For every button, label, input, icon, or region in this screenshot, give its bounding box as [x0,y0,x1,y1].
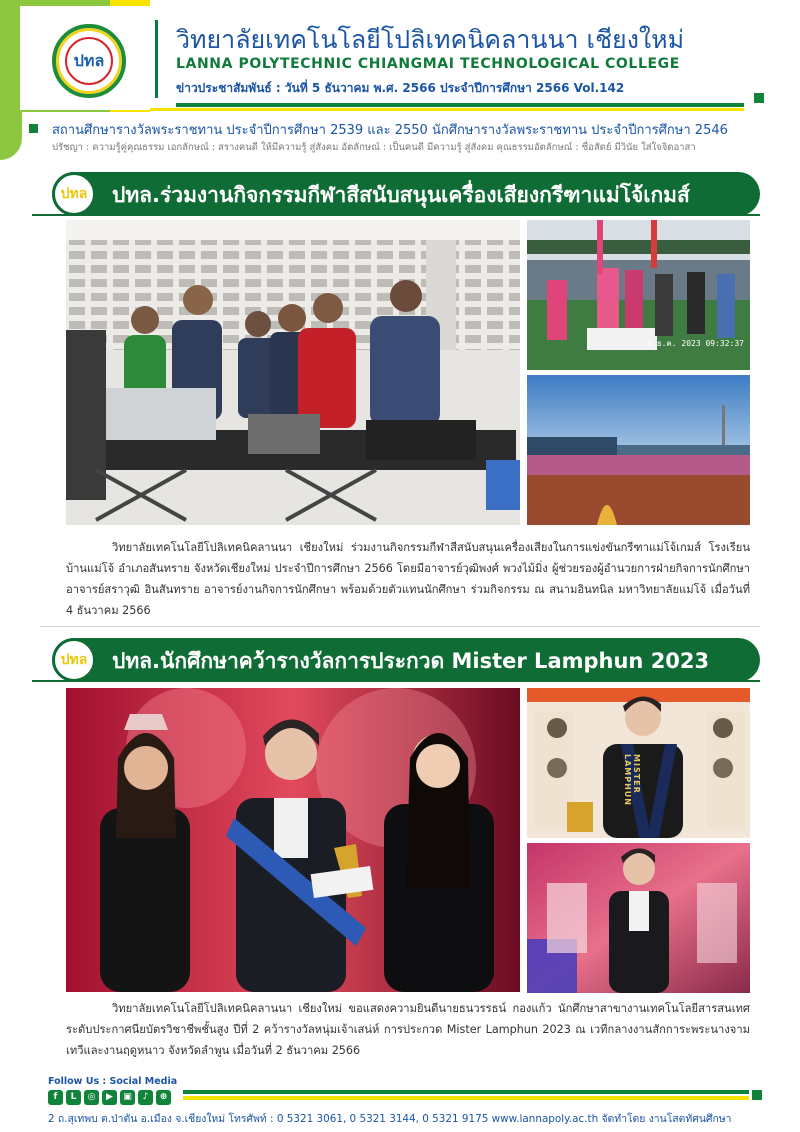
photo-sash-portrait [527,688,750,838]
photo-award-presentation [66,688,520,992]
footer-rule-yellow [183,1096,749,1100]
section2-underline [32,680,760,682]
section1-paragraph: วิทยาลัยเทคโนโลยีโปลิเทคนิคลานนา เชียงใหม่ ร่วมงานกิจกรรมกีฬาสีสนับสนุนเครื่องเสียงในการแข่งขันกรีฑาแม่โจ้เกมส์ โรงเรียนบ้านแม่โจ้ อำเภอสันทราย จังหวัดเชียงใหม่ ประจำปีการศึกษา 2566 โดยมีอาจารย์วุฒิพงศ์ พวงไม้มิ่ง ผู้ช่วยรองผู้อำนวยการฝ่ายกิจการนักศึกษา อาจารย์สราวุฒิ อินสันทราย อาจารย์งานกิจการนักศึกษา พร้อมด้วยตัวแทนนักศึกษา ร่วมกิจกรรม ณ สนามอินทนิล มหาวิทยาลัยแม่โจ้ เมื่อวันที่ 4 ธันวาคม 2566 [66,541,751,617]
header-square [754,93,764,103]
footer-address: 2 ถ.สุเทพบ ต.ป่าตัน อ.เมือง จ.เชียงใหม่ โทรศัพท์ : 0 5321 3061, 0 5321 3144, 0 5321 9175 www.lannapoly.ac.th จัดทำโดย งานโสตทัศนศึกษา [48,1113,732,1125]
photo-runway [527,843,750,993]
social-icons [48,1090,171,1106]
line-icon[interactable]: L [66,1090,81,1105]
section-divider [40,626,760,627]
bullet-square [29,124,38,133]
college-name-th: วิทยาลัยเทคโนโลยีโปลิเทคนิคลานนา เชียงใหม่ [176,25,685,54]
video-icon[interactable]: ▣ [120,1090,135,1105]
college-emblem-icon: ปทล [52,172,96,216]
section2-banner [52,638,760,682]
tiktok-icon[interactable]: ♪ [138,1090,153,1105]
instagram-icon[interactable]: ◎ [84,1090,99,1105]
photo-timestamp: 4 ธ.ค. 2023 09:32:37 [647,339,744,348]
facebook-icon[interactable]: f [48,1090,63,1105]
college-name-en: LANNA POLYTECHNIC CHIANGMAI TECHNOLOGICAL COLLEGE [176,56,680,72]
logo-glyph: ปทล [73,51,105,70]
sash-text: MISTER LAMPHUN [623,754,641,806]
photo-podium [527,220,750,370]
issue-line: ข่าวประชาสัมพันธ์ : วันที่ 5 ธันวาคม พ.ศ. 2566 ประจำปีการศึกษา 2566 Vol.142 [176,81,625,95]
web-icon[interactable]: ⊕ [156,1090,171,1105]
photo-stadium [527,375,750,525]
follow-label: Follow Us : Social Media [48,1076,178,1087]
award-line: สถานศึกษารางวัลพระราชทาน ประจำปีการศึกษา 2539 และ 2550 นักศึกษารางวัลพระราชทาน ประจำปีการศึกษา 2546 [52,123,728,138]
section1-banner [52,172,760,216]
footer-rule-green [183,1090,749,1094]
college-logo [52,24,126,98]
section2-paragraph: วิทยาลัยเทคโนโลยีโปลิเทคนิคลานนา เชียงใหม่ ขอแสดงความยินดีนายธนวรรธน์ กองแก้ว นักศึกษาสาขางานเทคโนโลยีสารสนเทศ ระดับประกาศนียบัตรวิชาชีพชั้นสูง ปีที่ 2 คว้ารางวัลหนุ่มเจ้าเสน่ห์ การประกวด Mister Lamphun 2023 ณ เวทีกลางงานสักการะพระนางจามเทวีและงานฤดูหนาว จังหวัดลำพูน เมื่อวันที่ 2 ธันวาคม 2566 [66,1002,750,1057]
header-rule-yellow [150,108,744,111]
section1-title: ปทล.ร่วมงานกิจกรรมกีฬาสีสนับสนุนเครื่องเสียงกรีฑาแม่โจ้เกมส์ [112,183,690,207]
header-divider [155,20,158,98]
section2-title: ปทล.นักศึกษาคว้ารางวัลการประกวด Mister Lamphun 2023 [112,649,710,673]
section1-underline [32,214,760,216]
header-rule-green [176,103,744,107]
footer-square [752,1090,762,1100]
photo-sound-crew [66,220,520,525]
virtues-line: ปรัชญา : ความรู้คู่คุณธรรม เอกลักษณ์ : สรางคนดี ให้มีความรู้ สู่สังคม อัตลักษณ์ : เป็นคนดี มีความรู้ สู่สังคม คุณธรรมอัตลักษณ์ : ซื่อสัตย์ มีวินัย ใส่ใจจิตอาสา [52,142,696,153]
youtube-icon[interactable]: ▶ [102,1090,117,1105]
college-emblem-icon: ปทล [52,638,96,682]
